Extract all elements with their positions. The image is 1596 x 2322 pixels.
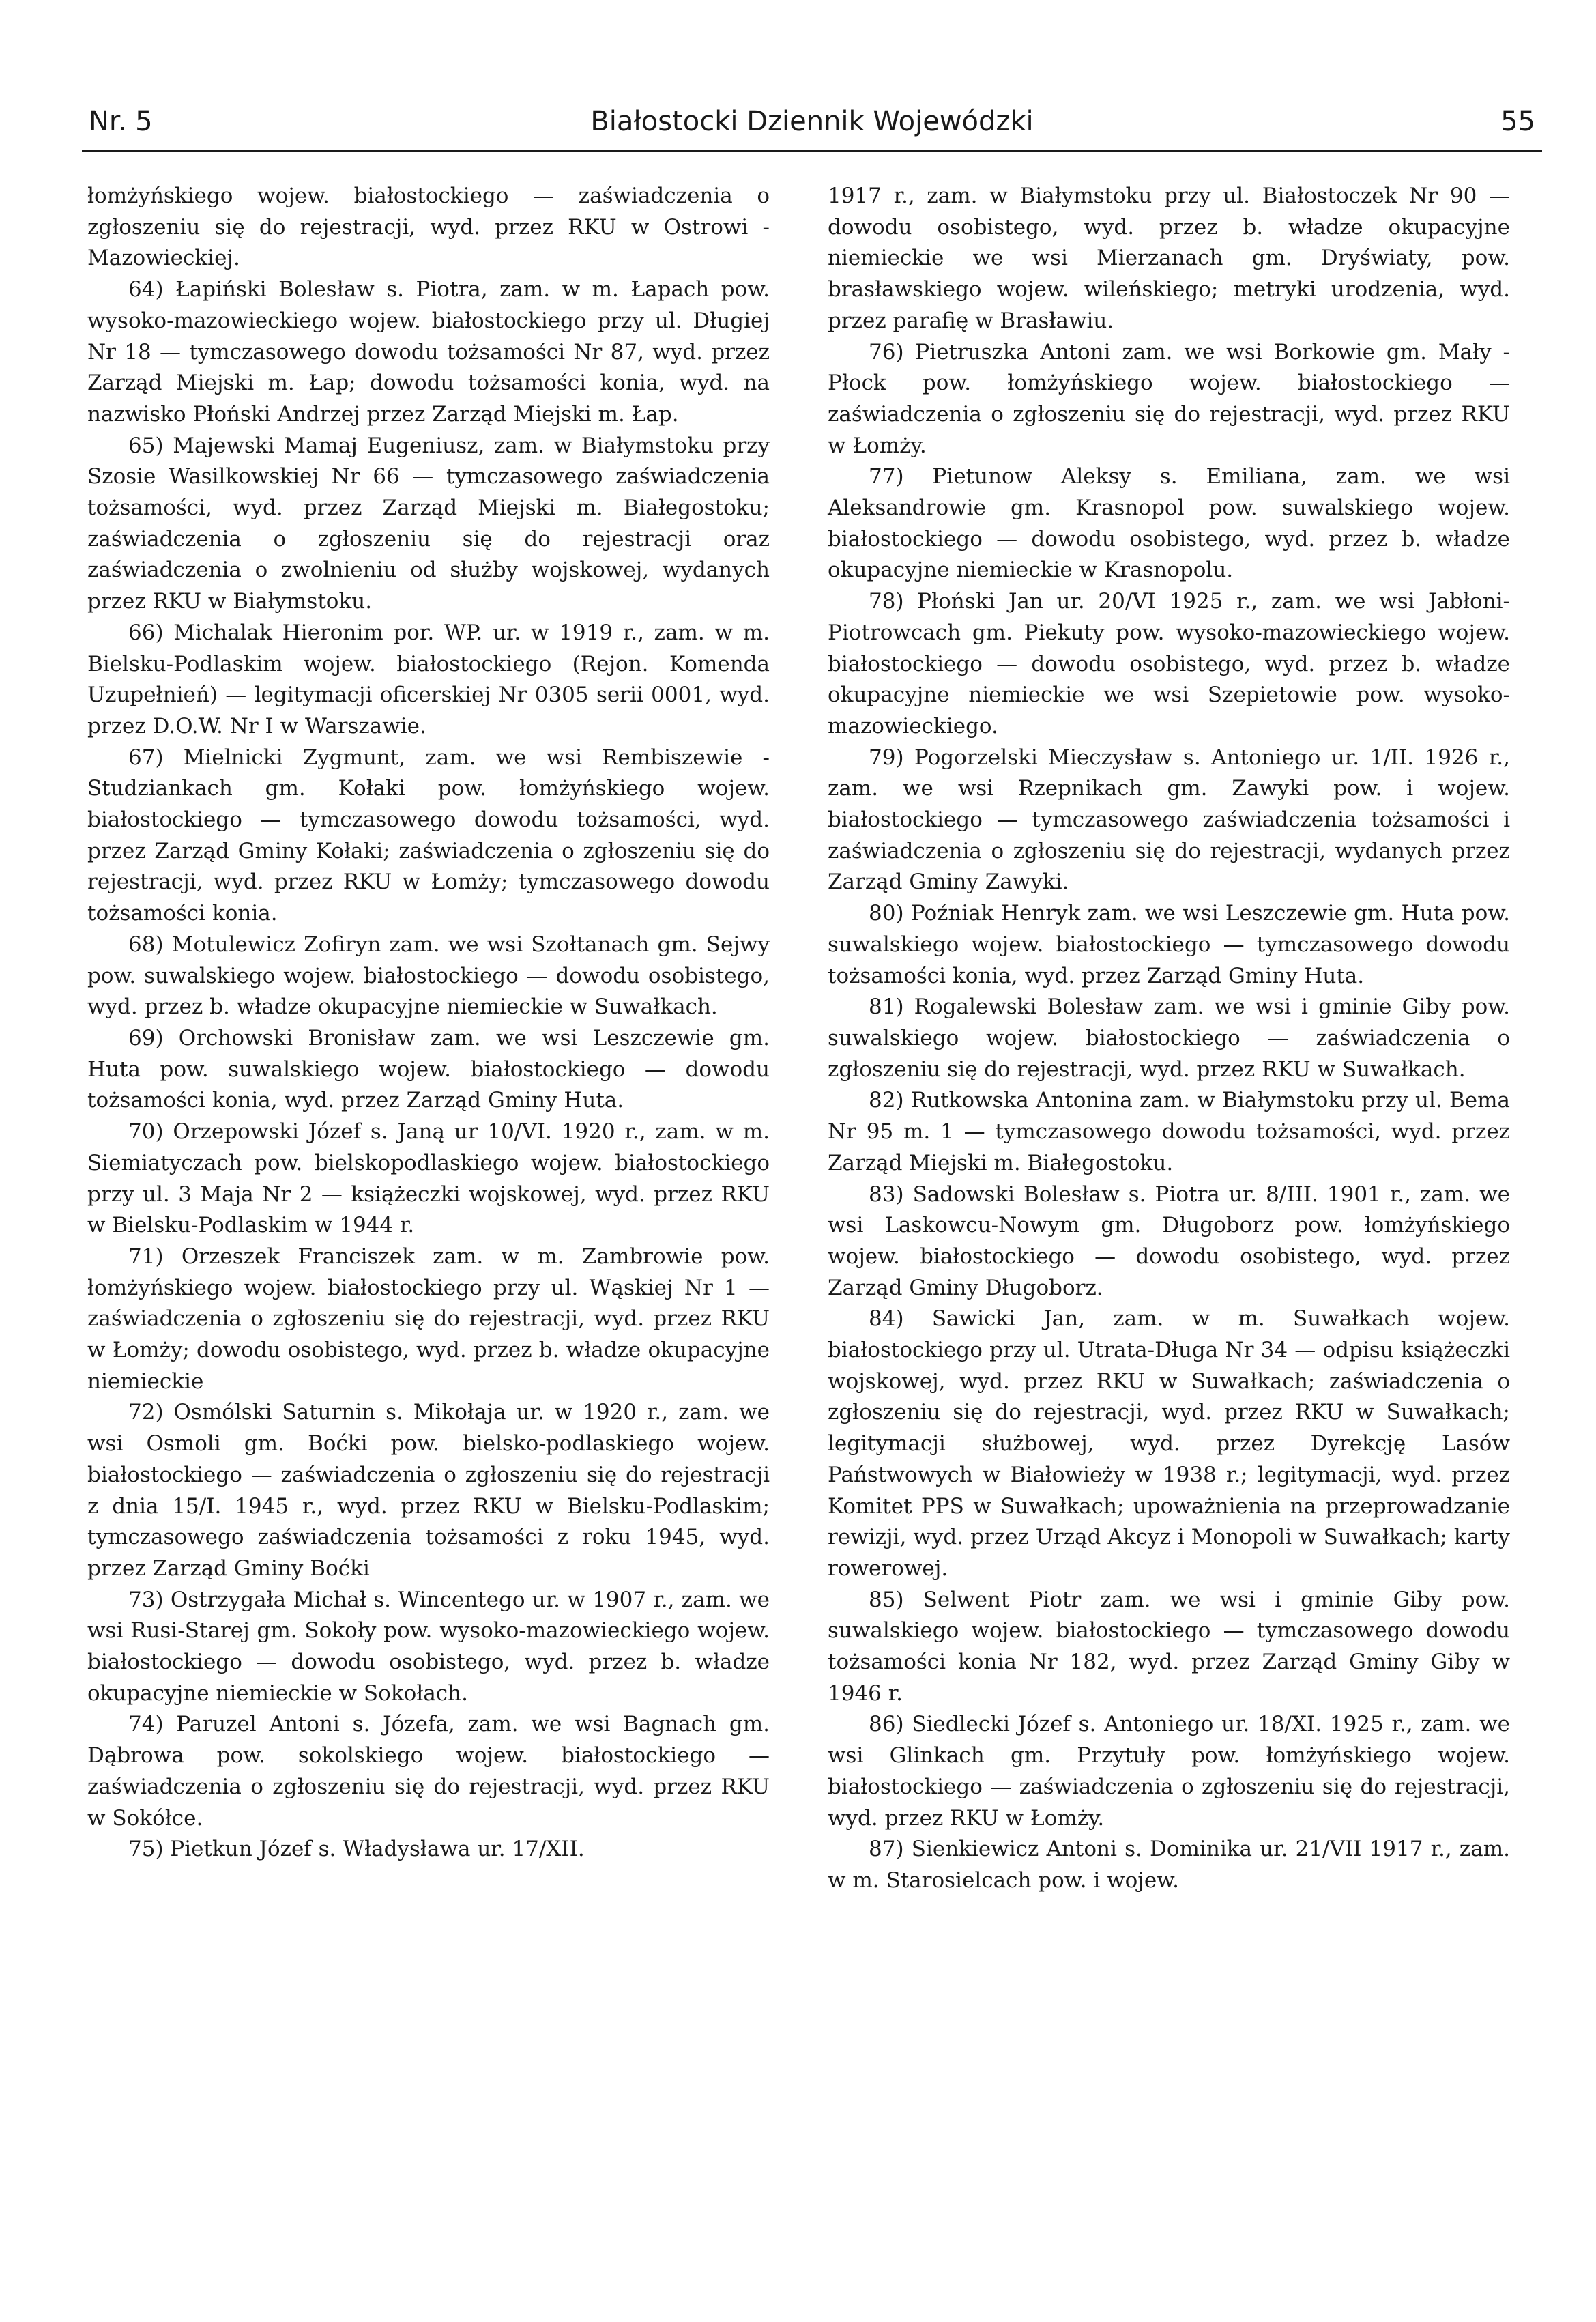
entry-text: 74) Paruzel Antoni s. Józefa, zam. we wsi Bagnach gm. Dąbrowa pow. sokolskiego wojew. białostockiego — zaświadczenia o zgłoszeniu się do rejestracji, wyd. przez RKU w Sokółce. xyxy=(87,1712,770,1831)
entry-text: 82) Rutkowska Antonina zam. w Białymstoku przy ul. Bema Nr 95 m. 1 — tymczasowego dowodu tożsamości, wyd. przez Zarząd Miejski m. Białegostoku. xyxy=(828,1088,1510,1175)
entry-text: 87) Sienkiewicz Antoni s. Dominika ur. 21/VII 1917 r., zam. w m. Starosielcach pow. i wojew. xyxy=(828,1837,1510,1893)
entry-text: 69) Orchowski Bronisław zam. we wsi Leszczewie gm. Huta pow. suwalskiego wojew. białostockiego — dowodu tożsamości konia, wyd. przez Zarząd Gminy Huta. xyxy=(87,1025,770,1113)
entry-text: 72) Osmólski Saturnin s. Mikołaja ur. w 1920 r., zam. we wsi Osmoli gm. Boćki pow. bielsko-podlaskiego wojew. białostockiego — zaświadczenia o zgłoszeniu się do rejestracji z dnia 15/I. 1945 r., wyd. przez RKU w Bielsku-Podlaskim; tymczasowego zaświadczenia tożsamości z roku 1945, wyd. przez Zarząd Gminy Boćki xyxy=(87,1400,770,1581)
entry-text: 64) Łapiński Bolesław s. Piotra, zam. w m. Łapach pow. wysoko-mazowieckiego wojew. białostockiego przy ul. Długiej Nr 18 — tymczasowego dowodu tożsamości Nr 87, wyd. przez Zarząd Miejski m. Łap; dowodu tożsamości konia, wyd. na nazwisko Płoński Andrzej przez Zarząd Miejski m. Łap. xyxy=(87,277,770,427)
entry-text: 79) Pogorzelski Mieczysław s. Antoniego ur. 1/II. 1926 r., zam. we wsi Rzepnikach gm. Zawyki pow. i wojew. białostockiego — tymczasowego zaświadczenia tożsamości i zaświadczenia o zgłoszeniu się do rejestracji, wydanych przez Zarząd Gminy Zawyki. xyxy=(828,745,1510,895)
issue-number: Nr. 5 xyxy=(89,106,153,137)
left-column xyxy=(87,181,770,1865)
entry-text: 71) Orzeszek Franciszek zam. w m. Zambrowie pow. łomżyńskiego wojew. białostockiego przy ul. Wąskiej Nr 1 — zaświadczenia o zgłoszeniu się do rejestracji, wyd. przez RKU w Łomży; dowodu osobistego, wyd. przez b. władze okupacyjne niemieckie xyxy=(87,1244,770,1394)
page-number: 55 xyxy=(1500,106,1535,137)
entry-text: 84) Sawicki Jan, zam. w m. Suwałkach wojew. białostockiego przy ul. Utrata-Długa Nr 34 — odpisu książeczki wojskowej, wyd. przez RKU w Suwałkach; zaświadczenia o zgłoszeniu się do rejestracji, wyd. przez RKU w Suwałkach; legitymacji służbowej, wyd. przez Dyrekcję Lasów Państwowych w Białowieży w 1938 r.; legitymacji, wyd. przez Komitet PPS w Suwałkach; upoważnienia na przeprowadzanie rewizji, wyd. przez Urząd Akcyz i Monopoli w Suwałkach; karty rowerowej. xyxy=(828,1306,1510,1581)
entry-text: 80) Poźniak Henryk zam. we wsi Leszczewie gm. Huta pow. suwalskiego wojew. białostockiego — tymczasowego dowodu tożsamości konia, wyd. przez Zarząd Gminy Huta. xyxy=(828,901,1510,988)
entry-text: 78) Płoński Jan ur. 20/VI 1925 r., zam. we wsi Jabłoni-Piotrowcach gm. Piekuty pow. wysoko-mazowieckiego wojew. białostockiego — dowodu osobistego, wyd. przez b. władze okupacyjne niemieckie we wsi Szepietowie pow. wysoko-mazowieckiego. xyxy=(828,589,1510,739)
right-column xyxy=(828,181,1510,1897)
entry-text: 67) Mielnicki Zygmunt, zam. we wsi Rembiszewie - Studziankach gm. Kołaki pow. łomżyńskiego wojew. białostockiego — tymczasowego dowodu tożsamości, wyd. przez Zarząd Gminy Kołaki; zaświadczenia o zgłoszeniu się do rejestracji, wyd. przez RKU w Łomży; tymczasowego dowodu tożsamości konia. xyxy=(87,745,770,926)
entry-text: 70) Orzepowski Józef s. Janą ur 10/VI. 1920 r., zam. w m. Siemiatyczach pow. bielskopodlaskiego wojew. białostockiego przy ul. 3 Maja Nr 2 — książeczki wojskowej, wyd. przez RKU w Bielsku-Podlaskim w 1944 r. xyxy=(87,1119,770,1238)
entry-text: 76) Pietruszka Antoni zam. we wsi Borkowie gm. Mały - Płock pow. łomżyńskiego wojew. białostockiego — zaświadczenia o zgłoszeniu się do rejestracji, wyd. przez RKU w Łomży. xyxy=(828,339,1510,458)
entry-text: 81) Rogalewski Bolesław zam. we wsi i gminie Giby pow. suwalskiego wojew. białostockiego — zaświadczenia o zgłoszeniu się do rejestracji, wyd. przez RKU w Suwałkach. xyxy=(828,994,1510,1082)
entry-text: 65) Majewski Mamaj Eugeniusz, zam. w Białymstoku przy Szosie Wasilkowskiej Nr 66 — tymczasowego zaświadczenia tożsamości, wyd. przez Zarząd Miejski m. Białegostoku; zaświadczenia o zgłoszeniu się do rejestracji oraz zaświadczenia o zwolnieniu od służby wojskowej, wydanych przez RKU w Białymstoku. xyxy=(87,433,770,614)
entry-text: 83) Sadowski Bolesław s. Piotra ur. 8/III. 1901 r., zam. we wsi Laskowcu-Nowym gm. Długoborz pow. łomżyńskiego wojew. białostockiego — dowodu osobistego, wyd. przez Zarząd Gminy Długoborz. xyxy=(828,1181,1510,1300)
journal-title: Białostocki Dziennik Wojewódzki xyxy=(590,106,1034,137)
entry-text: łomżyńskiego wojew. białostockiego — zaświadczenia o zgłoszeniu się do rejestracji, wyd. przez RKU w Ostrowi - Mazowieckiej. xyxy=(87,184,770,271)
entry-text: 73) Ostrzygała Michał s. Wincentego ur. w 1907 r., zam. we wsi Rusi-Starej gm. Sokoły pow. wysoko-mazowieckiego wojew. białostockiego — dowodu osobistego, wyd. przez b. władze okupacyjne niemieckie w Sokołach. xyxy=(87,1587,770,1706)
entry-text: 85) Selwent Piotr zam. we wsi i gminie Giby pow. suwalskiego wojew. białostockiego — tymczasowego dowodu tożsamości konia Nr 182, wyd. przez Zarząd Gminy Giby w 1946 r. xyxy=(828,1587,1510,1706)
page-header xyxy=(82,102,1542,152)
entry-text: 77) Pietunow Aleksy s. Emiliana, zam. we wsi Aleksandrowie gm. Krasnopol pow. suwalskiego wojew. białostockiego — dowodu osobistego, wyd. przez b. władze okupacyjne niemieckie w Krasnopolu. xyxy=(828,464,1510,583)
entry-text: 75) Pietkun Józef s. Władysława ur. 17/XII. xyxy=(128,1837,585,1862)
entry-text: 1917 r., zam. w Białymstoku przy ul. Białostoczek Nr 90 — dowodu osobistego, wyd. przez b. władze okupacyjne niemieckie we wsi Mierzanach gm. Dryświaty, pow. brasławskiego wojew. wileńskiego; metryki urodzenia, wyd. przez parafię w Brasławiu. xyxy=(828,184,1510,333)
entry-text: 66) Michalak Hieronim por. WP. ur. w 1919 r., zam. w m. Bielsku-Podlaskim wojew. białostockiego (Rejon. Komenda Uzupełnień) — legitymacji oficerskiej Nr 0305 serii 0001, wyd. przez D.O.W. Nr I w Warszawie. xyxy=(87,620,770,739)
entry-text: 86) Siedlecki Józef s. Antoniego ur. 18/XI. 1925 r., zam. we wsi Glinkach gm. Przytuły pow. łomżyńskiego wojew. białostockiego — zaświadczenia o zgłoszeniu się do rejestracji, wyd. przez RKU w Łomży. xyxy=(828,1712,1510,1831)
entry-text: 68) Motulewicz Zofiryn zam. we wsi Szołtanach gm. Sejwy pow. suwalskiego wojew. białostockiego — dowodu osobistego, wyd. przez b. władze okupacyjne niemieckie w Suwałkach. xyxy=(87,932,770,1020)
